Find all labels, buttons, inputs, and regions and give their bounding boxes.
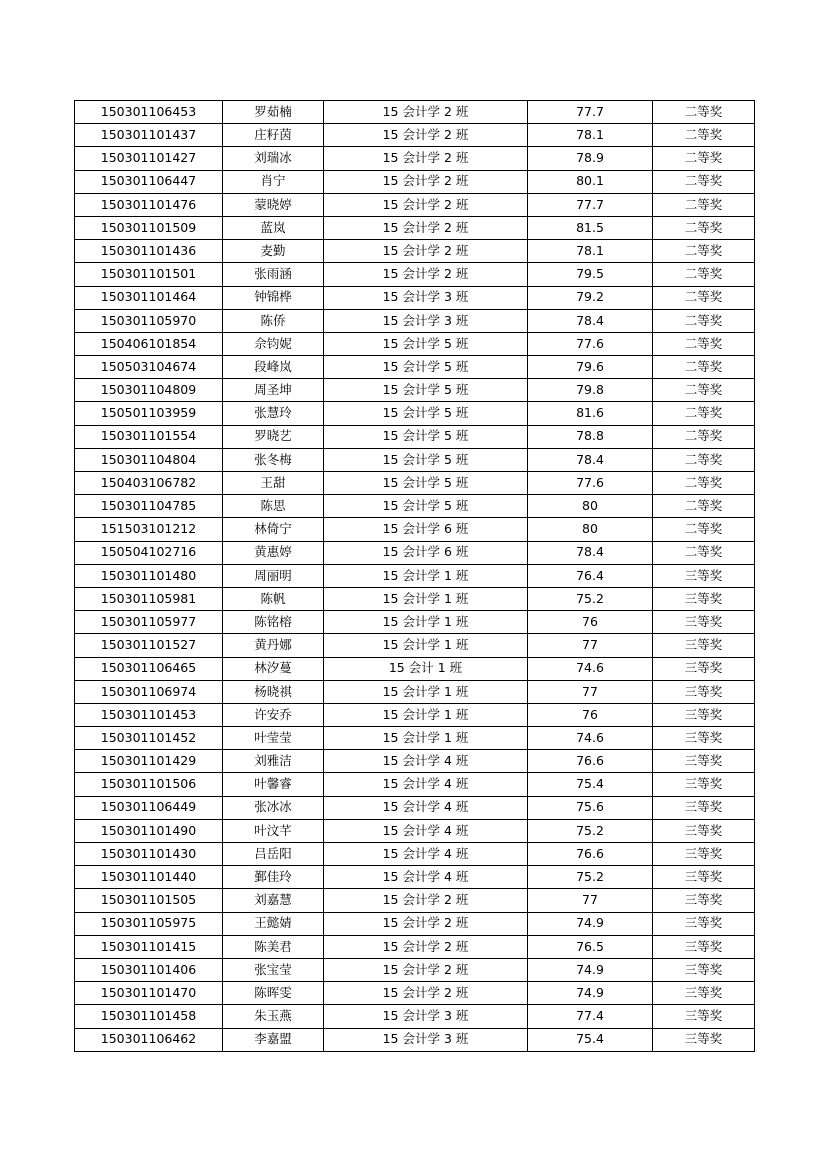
table-row: [75, 1005, 755, 1028]
student-name-cell: 陈美君: [223, 935, 324, 958]
table-row: [75, 750, 755, 773]
score-cell: 76.6: [528, 843, 653, 866]
class-name-cell: 15 会计学 2 班: [324, 240, 528, 263]
table-row: [75, 193, 755, 216]
student-id-cell: 150301101458: [75, 1005, 223, 1028]
class-name-cell: 15 会计学 2 班: [324, 912, 528, 935]
score-cell: 78.1: [528, 124, 653, 147]
class-name-cell: 15 会计学 2 班: [324, 958, 528, 981]
class-name-cell: 15 会计学 6 班: [324, 541, 528, 564]
score-cell: 77: [528, 634, 653, 657]
student-id-cell: 150301101470: [75, 982, 223, 1005]
student-id-cell: 151503101212: [75, 518, 223, 541]
score-cell: 77.4: [528, 1005, 653, 1028]
class-name-cell: 15 会计学 4 班: [324, 796, 528, 819]
award-level-cell: 三等奖: [653, 889, 755, 912]
table-row: [75, 703, 755, 726]
score-cell: 74.9: [528, 958, 653, 981]
score-cell: 78.4: [528, 309, 653, 332]
class-name-cell: 15 会计学 2 班: [324, 982, 528, 1005]
student-id-cell: 150301106449: [75, 796, 223, 819]
award-level-cell: 三等奖: [653, 727, 755, 750]
student-name-cell: 麦勤: [223, 240, 324, 263]
student-id-cell: 150301101429: [75, 750, 223, 773]
table-row: [75, 263, 755, 286]
student-name-cell: 杨晓祺: [223, 680, 324, 703]
table-row: [75, 425, 755, 448]
student-name-cell: 李嘉盟: [223, 1028, 324, 1051]
student-name-cell: 王甜: [223, 472, 324, 495]
table-row: [75, 216, 755, 239]
student-name-cell: 叶汶芊: [223, 819, 324, 842]
score-cell: 74.6: [528, 657, 653, 680]
student-name-cell: 林倚宁: [223, 518, 324, 541]
class-name-cell: 15 会计学 5 班: [324, 402, 528, 425]
score-cell: 77.6: [528, 472, 653, 495]
class-name-cell: 15 会计学 1 班: [324, 680, 528, 703]
table-row: [75, 124, 755, 147]
student-name-cell: 罗茹楠: [223, 101, 324, 124]
score-cell: 76.6: [528, 750, 653, 773]
award-level-cell: 三等奖: [653, 680, 755, 703]
score-cell: 78.4: [528, 448, 653, 471]
table-row: [75, 611, 755, 634]
table-row: [75, 541, 755, 564]
student-name-cell: 蓝岚: [223, 216, 324, 239]
table-row: [75, 332, 755, 355]
award-level-cell: 三等奖: [653, 819, 755, 842]
student-id-cell: 150301101406: [75, 958, 223, 981]
student-id-cell: 150301101554: [75, 425, 223, 448]
student-name-cell: 陈帆: [223, 587, 324, 610]
class-name-cell: 15 会计学 4 班: [324, 750, 528, 773]
student-name-cell: 陈晖雯: [223, 982, 324, 1005]
award-level-cell: 三等奖: [653, 611, 755, 634]
student-id-cell: 150504102716: [75, 541, 223, 564]
award-level-cell: 二等奖: [653, 472, 755, 495]
table-row: [75, 356, 755, 379]
class-name-cell: 15 会计学 1 班: [324, 564, 528, 587]
student-name-cell: 罗晓艺: [223, 425, 324, 448]
student-name-cell: 张冬梅: [223, 448, 324, 471]
class-name-cell: 15 会计学 1 班: [324, 587, 528, 610]
student-id-cell: 150301106462: [75, 1028, 223, 1051]
award-list-sheet: [74, 100, 754, 1052]
score-cell: 81.6: [528, 402, 653, 425]
student-name-cell: 黄丹娜: [223, 634, 324, 657]
student-name-cell: 张宝莹: [223, 958, 324, 981]
student-id-cell: 150301101427: [75, 147, 223, 170]
student-name-cell: 段峰岚: [223, 356, 324, 379]
table-row: [75, 495, 755, 518]
class-name-cell: 15 会计学 6 班: [324, 518, 528, 541]
table-row: [75, 240, 755, 263]
score-cell: 75.6: [528, 796, 653, 819]
student-name-cell: 周丽明: [223, 564, 324, 587]
student-id-cell: 150301101509: [75, 216, 223, 239]
table-row: [75, 170, 755, 193]
student-name-cell: 钟锦桦: [223, 286, 324, 309]
table-row: [75, 912, 755, 935]
table-row: [75, 982, 755, 1005]
score-cell: 79.5: [528, 263, 653, 286]
student-name-cell: 张慧玲: [223, 402, 324, 425]
table-row: [75, 796, 755, 819]
award-level-cell: 三等奖: [653, 634, 755, 657]
student-id-cell: 150301106974: [75, 680, 223, 703]
award-level-cell: 三等奖: [653, 866, 755, 889]
student-name-cell: 周圣坤: [223, 379, 324, 402]
award-level-cell: 三等奖: [653, 773, 755, 796]
award-level-cell: 三等奖: [653, 703, 755, 726]
student-name-cell: 刘瑞冰: [223, 147, 324, 170]
score-cell: 77: [528, 680, 653, 703]
score-cell: 77.7: [528, 193, 653, 216]
class-name-cell: 15 会计学 1 班: [324, 727, 528, 750]
student-id-cell: 150501103959: [75, 402, 223, 425]
table-row: [75, 819, 755, 842]
student-name-cell: 陈思: [223, 495, 324, 518]
award-level-cell: 三等奖: [653, 843, 755, 866]
class-name-cell: 15 会计学 2 班: [324, 124, 528, 147]
class-name-cell: 15 会计学 5 班: [324, 425, 528, 448]
table-row: [75, 657, 755, 680]
award-level-cell: 二等奖: [653, 425, 755, 448]
award-level-cell: 二等奖: [653, 240, 755, 263]
award-level-cell: 三等奖: [653, 935, 755, 958]
score-cell: 75.2: [528, 819, 653, 842]
student-id-cell: 150301101452: [75, 727, 223, 750]
award-level-cell: 三等奖: [653, 564, 755, 587]
award-level-cell: 三等奖: [653, 657, 755, 680]
score-cell: 77.7: [528, 101, 653, 124]
class-name-cell: 15 会计学 5 班: [324, 495, 528, 518]
student-name-cell: 刘雅洁: [223, 750, 324, 773]
class-name-cell: 15 会计学 2 班: [324, 935, 528, 958]
class-name-cell: 15 会计学 2 班: [324, 889, 528, 912]
student-id-cell: 150301101505: [75, 889, 223, 912]
score-cell: 74.9: [528, 912, 653, 935]
student-name-cell: 张雨涵: [223, 263, 324, 286]
award-level-cell: 三等奖: [653, 982, 755, 1005]
score-cell: 78.1: [528, 240, 653, 263]
student-name-cell: 佘钧妮: [223, 332, 324, 355]
student-name-cell: 黄惠婷: [223, 541, 324, 564]
student-id-cell: 150301101437: [75, 124, 223, 147]
award-table-body: [75, 101, 755, 1052]
score-cell: 77: [528, 889, 653, 912]
score-cell: 76.4: [528, 564, 653, 587]
award-level-cell: 二等奖: [653, 309, 755, 332]
table-row: [75, 773, 755, 796]
award-level-cell: 三等奖: [653, 587, 755, 610]
student-id-cell: 150301105975: [75, 912, 223, 935]
award-level-cell: 二等奖: [653, 448, 755, 471]
score-cell: 77.6: [528, 332, 653, 355]
class-name-cell: 15 会计学 5 班: [324, 356, 528, 379]
award-level-cell: 二等奖: [653, 541, 755, 564]
student-id-cell: 150301101490: [75, 819, 223, 842]
table-row: [75, 889, 755, 912]
student-id-cell: 150301101480: [75, 564, 223, 587]
score-cell: 76: [528, 703, 653, 726]
award-level-cell: 二等奖: [653, 332, 755, 355]
score-cell: 75.2: [528, 866, 653, 889]
class-name-cell: 15 会计学 5 班: [324, 332, 528, 355]
student-id-cell: 150301105981: [75, 587, 223, 610]
award-level-cell: 二等奖: [653, 518, 755, 541]
student-id-cell: 150403106782: [75, 472, 223, 495]
score-cell: 81.5: [528, 216, 653, 239]
student-id-cell: 150301101506: [75, 773, 223, 796]
student-id-cell: 150301104804: [75, 448, 223, 471]
student-name-cell: 刘嘉慧: [223, 889, 324, 912]
score-cell: 79.6: [528, 356, 653, 379]
table-row: [75, 448, 755, 471]
student-id-cell: 150301101464: [75, 286, 223, 309]
table-row: [75, 587, 755, 610]
class-name-cell: 15 会计学 3 班: [324, 1005, 528, 1028]
table-row: [75, 402, 755, 425]
table-row: [75, 958, 755, 981]
student-name-cell: 陈铭榕: [223, 611, 324, 634]
student-id-cell: 150301101430: [75, 843, 223, 866]
score-cell: 75.2: [528, 587, 653, 610]
table-row: [75, 634, 755, 657]
award-level-cell: 二等奖: [653, 216, 755, 239]
award-level-cell: 三等奖: [653, 796, 755, 819]
class-name-cell: 15 会计学 1 班: [324, 634, 528, 657]
student-name-cell: 许安乔: [223, 703, 324, 726]
award-level-cell: 三等奖: [653, 1005, 755, 1028]
student-name-cell: 叶馨睿: [223, 773, 324, 796]
table-row: [75, 727, 755, 750]
award-table: [74, 100, 755, 1052]
student-id-cell: 150301101436: [75, 240, 223, 263]
score-cell: 74.9: [528, 982, 653, 1005]
score-cell: 76: [528, 611, 653, 634]
class-name-cell: 15 会计学 2 班: [324, 263, 528, 286]
score-cell: 74.6: [528, 727, 653, 750]
class-name-cell: 15 会计学 4 班: [324, 866, 528, 889]
student-id-cell: 150301106453: [75, 101, 223, 124]
award-level-cell: 二等奖: [653, 170, 755, 193]
table-row: [75, 935, 755, 958]
student-id-cell: 150301101415: [75, 935, 223, 958]
student-id-cell: 150301106465: [75, 657, 223, 680]
student-id-cell: 150301104785: [75, 495, 223, 518]
table-row: [75, 472, 755, 495]
award-level-cell: 二等奖: [653, 379, 755, 402]
award-level-cell: 三等奖: [653, 750, 755, 773]
score-cell: 80: [528, 495, 653, 518]
class-name-cell: 15 会计学 2 班: [324, 216, 528, 239]
award-level-cell: 三等奖: [653, 1028, 755, 1051]
class-name-cell: 15 会计学 4 班: [324, 843, 528, 866]
student-name-cell: 肖宁: [223, 170, 324, 193]
score-cell: 79.2: [528, 286, 653, 309]
award-level-cell: 三等奖: [653, 958, 755, 981]
table-row: [75, 564, 755, 587]
table-row: [75, 101, 755, 124]
class-name-cell: 15 会计学 2 班: [324, 101, 528, 124]
award-level-cell: 二等奖: [653, 101, 755, 124]
table-row: [75, 1028, 755, 1051]
score-cell: 79.8: [528, 379, 653, 402]
student-id-cell: 150301101527: [75, 634, 223, 657]
class-name-cell: 15 会计学 4 班: [324, 819, 528, 842]
score-cell: 78.8: [528, 425, 653, 448]
student-id-cell: 150301101501: [75, 263, 223, 286]
student-name-cell: 叶莹莹: [223, 727, 324, 750]
award-level-cell: 二等奖: [653, 286, 755, 309]
class-name-cell: 15 会计学 5 班: [324, 472, 528, 495]
award-level-cell: 二等奖: [653, 147, 755, 170]
score-cell: 75.4: [528, 773, 653, 796]
student-name-cell: 王懿婧: [223, 912, 324, 935]
student-id-cell: 150301101440: [75, 866, 223, 889]
student-name-cell: 庄籽茵: [223, 124, 324, 147]
student-id-cell: 150301101476: [75, 193, 223, 216]
class-name-cell: 15 会计学 2 班: [324, 170, 528, 193]
class-name-cell: 15 会计学 2 班: [324, 193, 528, 216]
table-row: [75, 843, 755, 866]
student-id-cell: 150406101854: [75, 332, 223, 355]
student-id-cell: 150301105970: [75, 309, 223, 332]
student-name-cell: 朱玉燕: [223, 1005, 324, 1028]
score-cell: 80: [528, 518, 653, 541]
score-cell: 80.1: [528, 170, 653, 193]
class-name-cell: 15 会计学 3 班: [324, 1028, 528, 1051]
table-row: [75, 309, 755, 332]
table-row: [75, 286, 755, 309]
class-name-cell: 15 会计学 1 班: [324, 611, 528, 634]
table-row: [75, 518, 755, 541]
score-cell: 78.4: [528, 541, 653, 564]
student-name-cell: 吕岳阳: [223, 843, 324, 866]
award-level-cell: 二等奖: [653, 495, 755, 518]
award-level-cell: 二等奖: [653, 402, 755, 425]
student-id-cell: 150301106447: [75, 170, 223, 193]
award-level-cell: 三等奖: [653, 912, 755, 935]
class-name-cell: 15 会计 1 班: [324, 657, 528, 680]
student-id-cell: 150503104674: [75, 356, 223, 379]
student-name-cell: 张冰冰: [223, 796, 324, 819]
award-level-cell: 二等奖: [653, 263, 755, 286]
table-row: [75, 379, 755, 402]
class-name-cell: 15 会计学 5 班: [324, 379, 528, 402]
score-cell: 78.9: [528, 147, 653, 170]
table-row: [75, 147, 755, 170]
student-name-cell: 林汐蔓: [223, 657, 324, 680]
award-level-cell: 二等奖: [653, 356, 755, 379]
student-id-cell: 150301105977: [75, 611, 223, 634]
student-name-cell: 陈侨: [223, 309, 324, 332]
table-row: [75, 680, 755, 703]
class-name-cell: 15 会计学 2 班: [324, 147, 528, 170]
class-name-cell: 15 会计学 1 班: [324, 703, 528, 726]
student-id-cell: 150301101453: [75, 703, 223, 726]
class-name-cell: 15 会计学 3 班: [324, 309, 528, 332]
class-name-cell: 15 会计学 4 班: [324, 773, 528, 796]
student-name-cell: 蒙晓婷: [223, 193, 324, 216]
class-name-cell: 15 会计学 5 班: [324, 448, 528, 471]
score-cell: 76.5: [528, 935, 653, 958]
student-name-cell: 鄞佳玲: [223, 866, 324, 889]
award-level-cell: 二等奖: [653, 193, 755, 216]
student-id-cell: 150301104809: [75, 379, 223, 402]
score-cell: 75.4: [528, 1028, 653, 1051]
class-name-cell: 15 会计学 3 班: [324, 286, 528, 309]
award-level-cell: 二等奖: [653, 124, 755, 147]
table-row: [75, 866, 755, 889]
